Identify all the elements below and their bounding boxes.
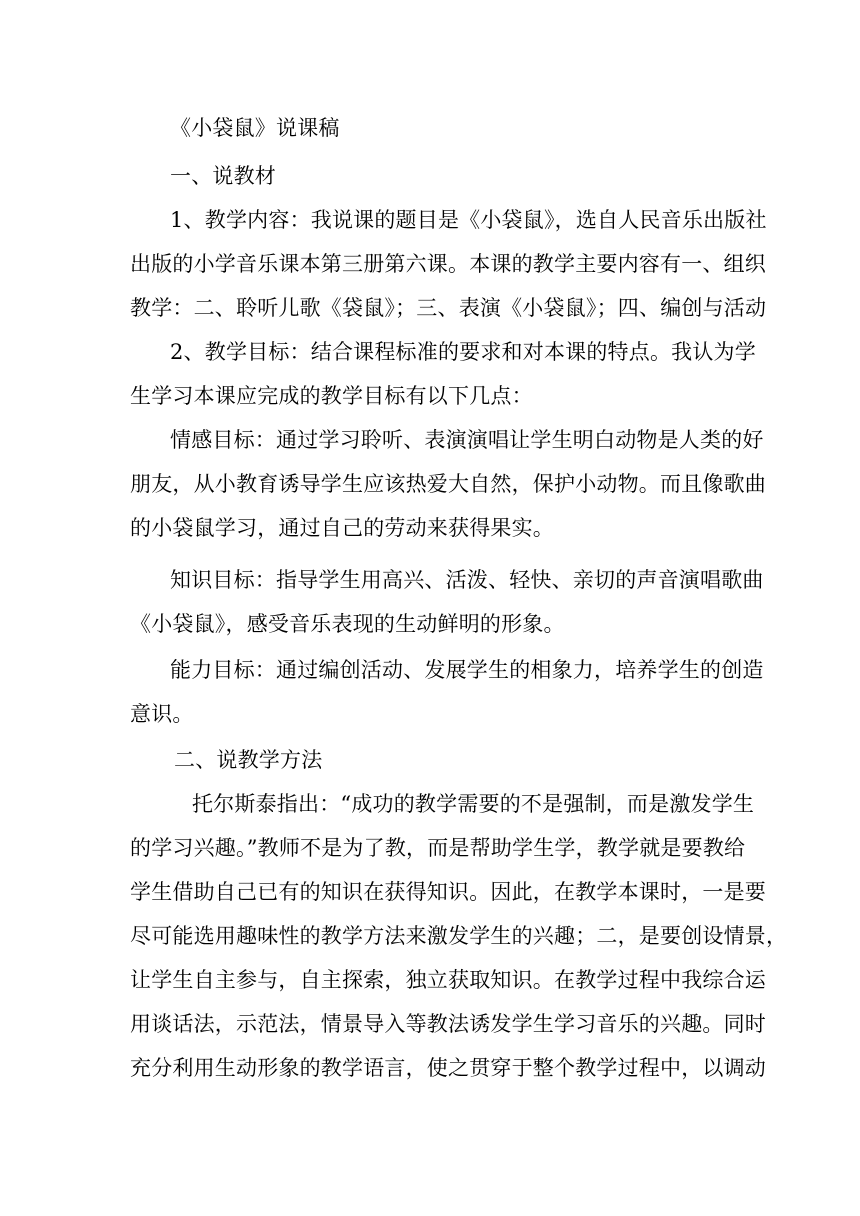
paragraph-line: 教学：二、聆听儿歌《袋鼠》；三、表演《小袋鼠》；四、编创与活动 [130,296,767,320]
paragraph-line: 2、教学目标：结合课程标准的要求和对本课的特点。我认为学 [170,340,756,364]
paragraph-line: 尽可能选用趣味性的教学方法来激发学生的兴趣；二，是要创设情景， [130,924,788,948]
paragraph-line: 的学习兴趣。”教师不是为了教，而是帮助学生学，教学就是要教给 [130,836,746,860]
paragraph-line: 能力目标：通过编创活动、发展学生的相象力，培养学生的创造 [170,658,764,682]
paragraph-line: 1、教学内容：我说课的题目是《小袋鼠》，选自人民音乐出版社 [170,208,767,232]
document-title: 《小袋鼠》说课稿 [170,116,340,140]
paragraph-line: 的小袋鼠学习，通过自己的劳动来获得果实。 [130,516,554,540]
paragraph-line: 用谈话法，示范法，情景导入等教法诱发学生学习音乐的兴趣。同时 [130,1012,766,1036]
paragraph-line: 让学生自主参与，自主探索，独立获取知识。在教学过程中我综合运 [130,968,766,992]
section-heading-method: 二、说教学方法 [174,748,323,772]
section-heading-textbook: 一、说教材 [170,164,276,188]
paragraph-line: 生学习本课应完成的教学目标有以下几点： [130,384,533,408]
paragraph-line: 知识目标：指导学生用高兴、活泼、轻快、亲切的声音演唱歌曲 [170,568,764,592]
paragraph-line: 学生借助自己已有的知识在获得知识。因此，在教学本课时，一是要 [130,880,766,904]
paragraph-line: 《小袋鼠》，感受音乐表现的生动鲜明的形象。 [130,612,565,636]
paragraph-line: 意识。 [130,702,194,726]
paragraph-line: 情感目标：通过学习聆听、表演演唱让学生明白动物是人类的好 [170,428,764,452]
paragraph-line: 朋友，从小教育诱导学生应该热爱大自然，保护小动物。而且像歌曲 [130,472,766,496]
paragraph-line: 出版的小学音乐课本第三册第六课。本课的教学主要内容有一、组织 [130,252,766,276]
paragraph-line: 充分利用生动形象的教学语言，使之贯穿于整个教学过程中，以调动 [130,1056,766,1080]
paragraph-line: 托尔斯泰指出：“成功的教学需要的不是强制，而是激发学生 [192,792,755,816]
